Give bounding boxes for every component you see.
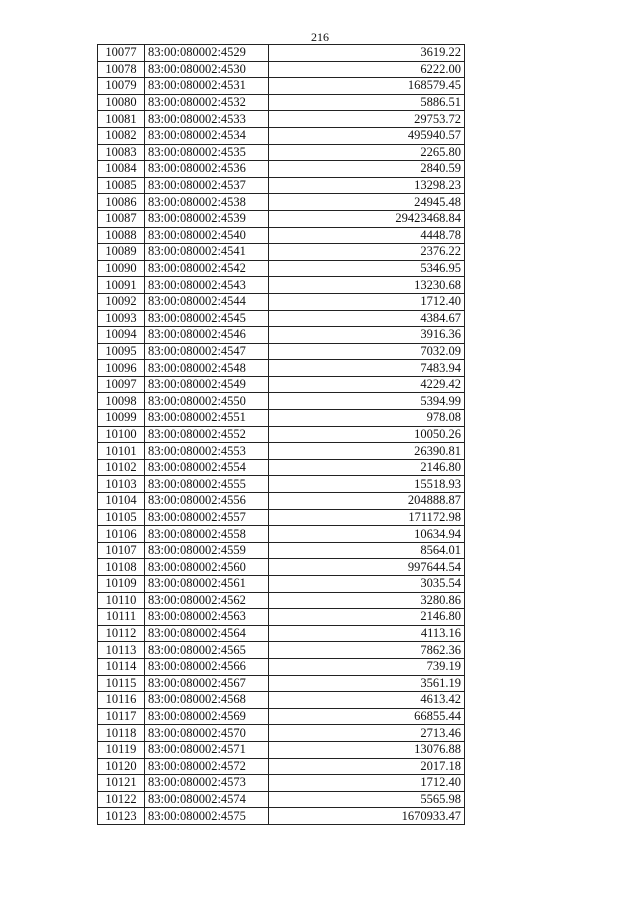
cadastral-value-cell: 29423468.84: [269, 210, 465, 227]
cadastral-number-cell: 83:00:080002:4540: [145, 227, 269, 244]
cadastral-value-cell: 3280.86: [269, 592, 465, 609]
cadastral-number-cell: 83:00:080002:4575: [145, 808, 269, 825]
table-row: [98, 758, 465, 775]
table-row: [98, 61, 465, 78]
cadastral-number-cell: 83:00:080002:4571: [145, 741, 269, 758]
cadastral-value-cell: 4229.42: [269, 376, 465, 393]
cadastral-number-cell: 83:00:080002:4555: [145, 476, 269, 493]
table-row: [98, 675, 465, 692]
cadastral-number-cell: 83:00:080002:4568: [145, 692, 269, 709]
cadastral-number-cell: 83:00:080002:4532: [145, 94, 269, 111]
table-row: [98, 144, 465, 161]
row-number-cell: 10077: [98, 45, 145, 62]
cadastral-number-cell: 83:00:080002:4560: [145, 559, 269, 576]
row-number-cell: 10115: [98, 675, 145, 692]
cadastral-value-cell: 2713.46: [269, 725, 465, 742]
cadastral-value-cell: 15518.93: [269, 476, 465, 493]
cadastral-value-cell: 168579.45: [269, 78, 465, 95]
cadastral-number-cell: 83:00:080002:4536: [145, 161, 269, 178]
table-body: [98, 45, 465, 825]
table-row: [98, 542, 465, 559]
row-number-cell: 10090: [98, 260, 145, 277]
row-number-cell: 10122: [98, 791, 145, 808]
row-number-cell: 10083: [98, 144, 145, 161]
cadastral-number-cell: 83:00:080002:4543: [145, 277, 269, 294]
cadastral-value-cell: 2840.59: [269, 161, 465, 178]
cadastral-number-cell: 83:00:080002:4573: [145, 775, 269, 792]
row-number-cell: 10106: [98, 526, 145, 543]
cadastral-value-cell: 4113.16: [269, 625, 465, 642]
row-number-cell: 10113: [98, 642, 145, 659]
cadastral-number-cell: 83:00:080002:4538: [145, 194, 269, 211]
cadastral-value-cell: 7862.36: [269, 642, 465, 659]
cadastral-value-cell: 3916.36: [269, 327, 465, 344]
cadastral-number-cell: 83:00:080002:4572: [145, 758, 269, 775]
cadastral-number-cell: 83:00:080002:4551: [145, 410, 269, 427]
table-row: [98, 45, 465, 62]
table-row: [98, 343, 465, 360]
page-number: 216: [311, 30, 329, 44]
cadastral-number-cell: 83:00:080002:4534: [145, 127, 269, 144]
cadastral-number-cell: 83:00:080002:4550: [145, 393, 269, 410]
cadastral-number-cell: 83:00:080002:4541: [145, 244, 269, 261]
cadastral-value-cell: 6222.00: [269, 61, 465, 78]
row-number-cell: 10087: [98, 210, 145, 227]
cadastral-value-cell: 5394.99: [269, 393, 465, 410]
cadastral-value-cell: 3561.19: [269, 675, 465, 692]
table-row: [98, 393, 465, 410]
row-number-cell: 10107: [98, 542, 145, 559]
cadastral-value-cell: 4613.42: [269, 692, 465, 709]
cadastral-value-cell: 2376.22: [269, 244, 465, 261]
cadastral-value-cell: 2017.18: [269, 758, 465, 775]
row-number-cell: 10098: [98, 393, 145, 410]
cadastral-number-cell: 83:00:080002:4564: [145, 625, 269, 642]
cadastral-number-cell: 83:00:080002:4547: [145, 343, 269, 360]
table-row: [98, 293, 465, 310]
cadastral-number-cell: 83:00:080002:4539: [145, 210, 269, 227]
table-row: [98, 642, 465, 659]
table-row: [98, 526, 465, 543]
cadastral-number-cell: 83:00:080002:4545: [145, 310, 269, 327]
cadastral-number-cell: 83:00:080002:4562: [145, 592, 269, 609]
cadastral-value-cell: 4384.67: [269, 310, 465, 327]
table-row: [98, 426, 465, 443]
row-number-cell: 10079: [98, 78, 145, 95]
cadastral-value-cell: 1712.40: [269, 775, 465, 792]
table-row: [98, 493, 465, 510]
row-number-cell: 10096: [98, 360, 145, 377]
row-number-cell: 10102: [98, 459, 145, 476]
cadastral-value-cell: 5886.51: [269, 94, 465, 111]
row-number-cell: 10078: [98, 61, 145, 78]
table-row: [98, 210, 465, 227]
cadastral-value-cell: 7483.94: [269, 360, 465, 377]
cadastral-value-cell: 2146.80: [269, 609, 465, 626]
table-row: [98, 559, 465, 576]
table-row: [98, 327, 465, 344]
table-row: [98, 94, 465, 111]
table-row: [98, 625, 465, 642]
cadastral-value-cell: 171172.98: [269, 509, 465, 526]
cadastral-number-cell: 83:00:080002:4530: [145, 61, 269, 78]
cadastral-value-cell: 1670933.47: [269, 808, 465, 825]
cadastral-value-cell: 495940.57: [269, 127, 465, 144]
cadastral-value-cell: 8564.01: [269, 542, 465, 559]
table-row: [98, 741, 465, 758]
table-row: [98, 360, 465, 377]
table-row: [98, 277, 465, 294]
table-row: [98, 260, 465, 277]
cadastral-number-cell: 83:00:080002:4542: [145, 260, 269, 277]
table-row: [98, 443, 465, 460]
row-number-cell: 10095: [98, 343, 145, 360]
cadastral-value-cell: 10050.26: [269, 426, 465, 443]
table-row: [98, 725, 465, 742]
row-number-cell: 10084: [98, 161, 145, 178]
cadastral-number-cell: 83:00:080002:4574: [145, 791, 269, 808]
cadastral-value-table: [97, 44, 465, 825]
row-number-cell: 10109: [98, 576, 145, 593]
cadastral-number-cell: 83:00:080002:4569: [145, 708, 269, 725]
table-row: [98, 244, 465, 261]
row-number-cell: 10108: [98, 559, 145, 576]
cadastral-number-cell: 83:00:080002:4537: [145, 177, 269, 194]
row-number-cell: 10121: [98, 775, 145, 792]
cadastral-value-cell: 66855.44: [269, 708, 465, 725]
cadastral-number-cell: 83:00:080002:4567: [145, 675, 269, 692]
table-row: [98, 227, 465, 244]
table-row: [98, 459, 465, 476]
cadastral-value-cell: 739.19: [269, 658, 465, 675]
cadastral-value-cell: 13076.88: [269, 741, 465, 758]
cadastral-value-cell: 7032.09: [269, 343, 465, 360]
row-number-cell: 10099: [98, 410, 145, 427]
row-number-cell: 10104: [98, 493, 145, 510]
cadastral-value-cell: 4448.78: [269, 227, 465, 244]
cadastral-number-cell: 83:00:080002:4553: [145, 443, 269, 460]
row-number-cell: 10114: [98, 658, 145, 675]
cadastral-value-cell: 1712.40: [269, 293, 465, 310]
cadastral-value-cell: 24945.48: [269, 194, 465, 211]
row-number-cell: 10112: [98, 625, 145, 642]
row-number-cell: 10097: [98, 376, 145, 393]
cadastral-value-cell: 997644.54: [269, 559, 465, 576]
row-number-cell: 10081: [98, 111, 145, 128]
cadastral-number-cell: 83:00:080002:4561: [145, 576, 269, 593]
table-row: [98, 111, 465, 128]
table-row: [98, 509, 465, 526]
cadastral-value-cell: 13298.23: [269, 177, 465, 194]
row-number-cell: 10094: [98, 327, 145, 344]
cadastral-number-cell: 83:00:080002:4554: [145, 459, 269, 476]
table-row: [98, 791, 465, 808]
row-number-cell: 10123: [98, 808, 145, 825]
row-number-cell: 10086: [98, 194, 145, 211]
table-row: [98, 410, 465, 427]
row-number-cell: 10092: [98, 293, 145, 310]
row-number-cell: 10110: [98, 592, 145, 609]
cadastral-value-cell: 204888.87: [269, 493, 465, 510]
table-row: [98, 78, 465, 95]
cadastral-number-cell: 83:00:080002:4566: [145, 658, 269, 675]
cadastral-number-cell: 83:00:080002:4531: [145, 78, 269, 95]
row-number-cell: 10082: [98, 127, 145, 144]
row-number-cell: 10120: [98, 758, 145, 775]
table-row: [98, 609, 465, 626]
row-number-cell: 10091: [98, 277, 145, 294]
cadastral-value-cell: 3035.54: [269, 576, 465, 593]
cadastral-value-cell: 5565.98: [269, 791, 465, 808]
table-row: [98, 161, 465, 178]
cadastral-value-cell: 2146.80: [269, 459, 465, 476]
cadastral-value-cell: 3619.22: [269, 45, 465, 62]
row-number-cell: 10085: [98, 177, 145, 194]
cadastral-number-cell: 83:00:080002:4535: [145, 144, 269, 161]
row-number-cell: 10118: [98, 725, 145, 742]
table-row: [98, 310, 465, 327]
table-row: [98, 658, 465, 675]
cadastral-number-cell: 83:00:080002:4549: [145, 376, 269, 393]
cadastral-number-cell: 83:00:080002:4559: [145, 542, 269, 559]
cadastral-number-cell: 83:00:080002:4529: [145, 45, 269, 62]
row-number-cell: 10117: [98, 708, 145, 725]
cadastral-number-cell: 83:00:080002:4544: [145, 293, 269, 310]
row-number-cell: 10116: [98, 692, 145, 709]
table-row: [98, 808, 465, 825]
table-row: [98, 194, 465, 211]
table-row: [98, 576, 465, 593]
cadastral-value-cell: 29753.72: [269, 111, 465, 128]
table-row: [98, 775, 465, 792]
cadastral-number-cell: 83:00:080002:4558: [145, 526, 269, 543]
row-number-cell: 10101: [98, 443, 145, 460]
cadastral-value-cell: 2265.80: [269, 144, 465, 161]
cadastral-value-cell: 5346.95: [269, 260, 465, 277]
row-number-cell: 10100: [98, 426, 145, 443]
cadastral-value-cell: 26390.81: [269, 443, 465, 460]
cadastral-number-cell: 83:00:080002:4563: [145, 609, 269, 626]
cadastral-number-cell: 83:00:080002:4565: [145, 642, 269, 659]
cadastral-number-cell: 83:00:080002:4546: [145, 327, 269, 344]
row-number-cell: 10103: [98, 476, 145, 493]
row-number-cell: 10105: [98, 509, 145, 526]
cadastral-number-cell: 83:00:080002:4552: [145, 426, 269, 443]
table-row: [98, 692, 465, 709]
cadastral-value-cell: 978.08: [269, 410, 465, 427]
row-number-cell: 10119: [98, 741, 145, 758]
row-number-cell: 10093: [98, 310, 145, 327]
cadastral-number-cell: 83:00:080002:4548: [145, 360, 269, 377]
cadastral-number-cell: 83:00:080002:4556: [145, 493, 269, 510]
cadastral-value-cell: 13230.68: [269, 277, 465, 294]
cadastral-number-cell: 83:00:080002:4557: [145, 509, 269, 526]
cadastral-number-cell: 83:00:080002:4533: [145, 111, 269, 128]
row-number-cell: 10089: [98, 244, 145, 261]
table-row: [98, 177, 465, 194]
table-row: [98, 476, 465, 493]
row-number-cell: 10080: [98, 94, 145, 111]
table-row: [98, 708, 465, 725]
table-row: [98, 127, 465, 144]
row-number-cell: 10088: [98, 227, 145, 244]
table-row: [98, 592, 465, 609]
cadastral-value-cell: 10634.94: [269, 526, 465, 543]
row-number-cell: 10111: [98, 609, 145, 626]
cadastral-number-cell: 83:00:080002:4570: [145, 725, 269, 742]
table-row: [98, 376, 465, 393]
